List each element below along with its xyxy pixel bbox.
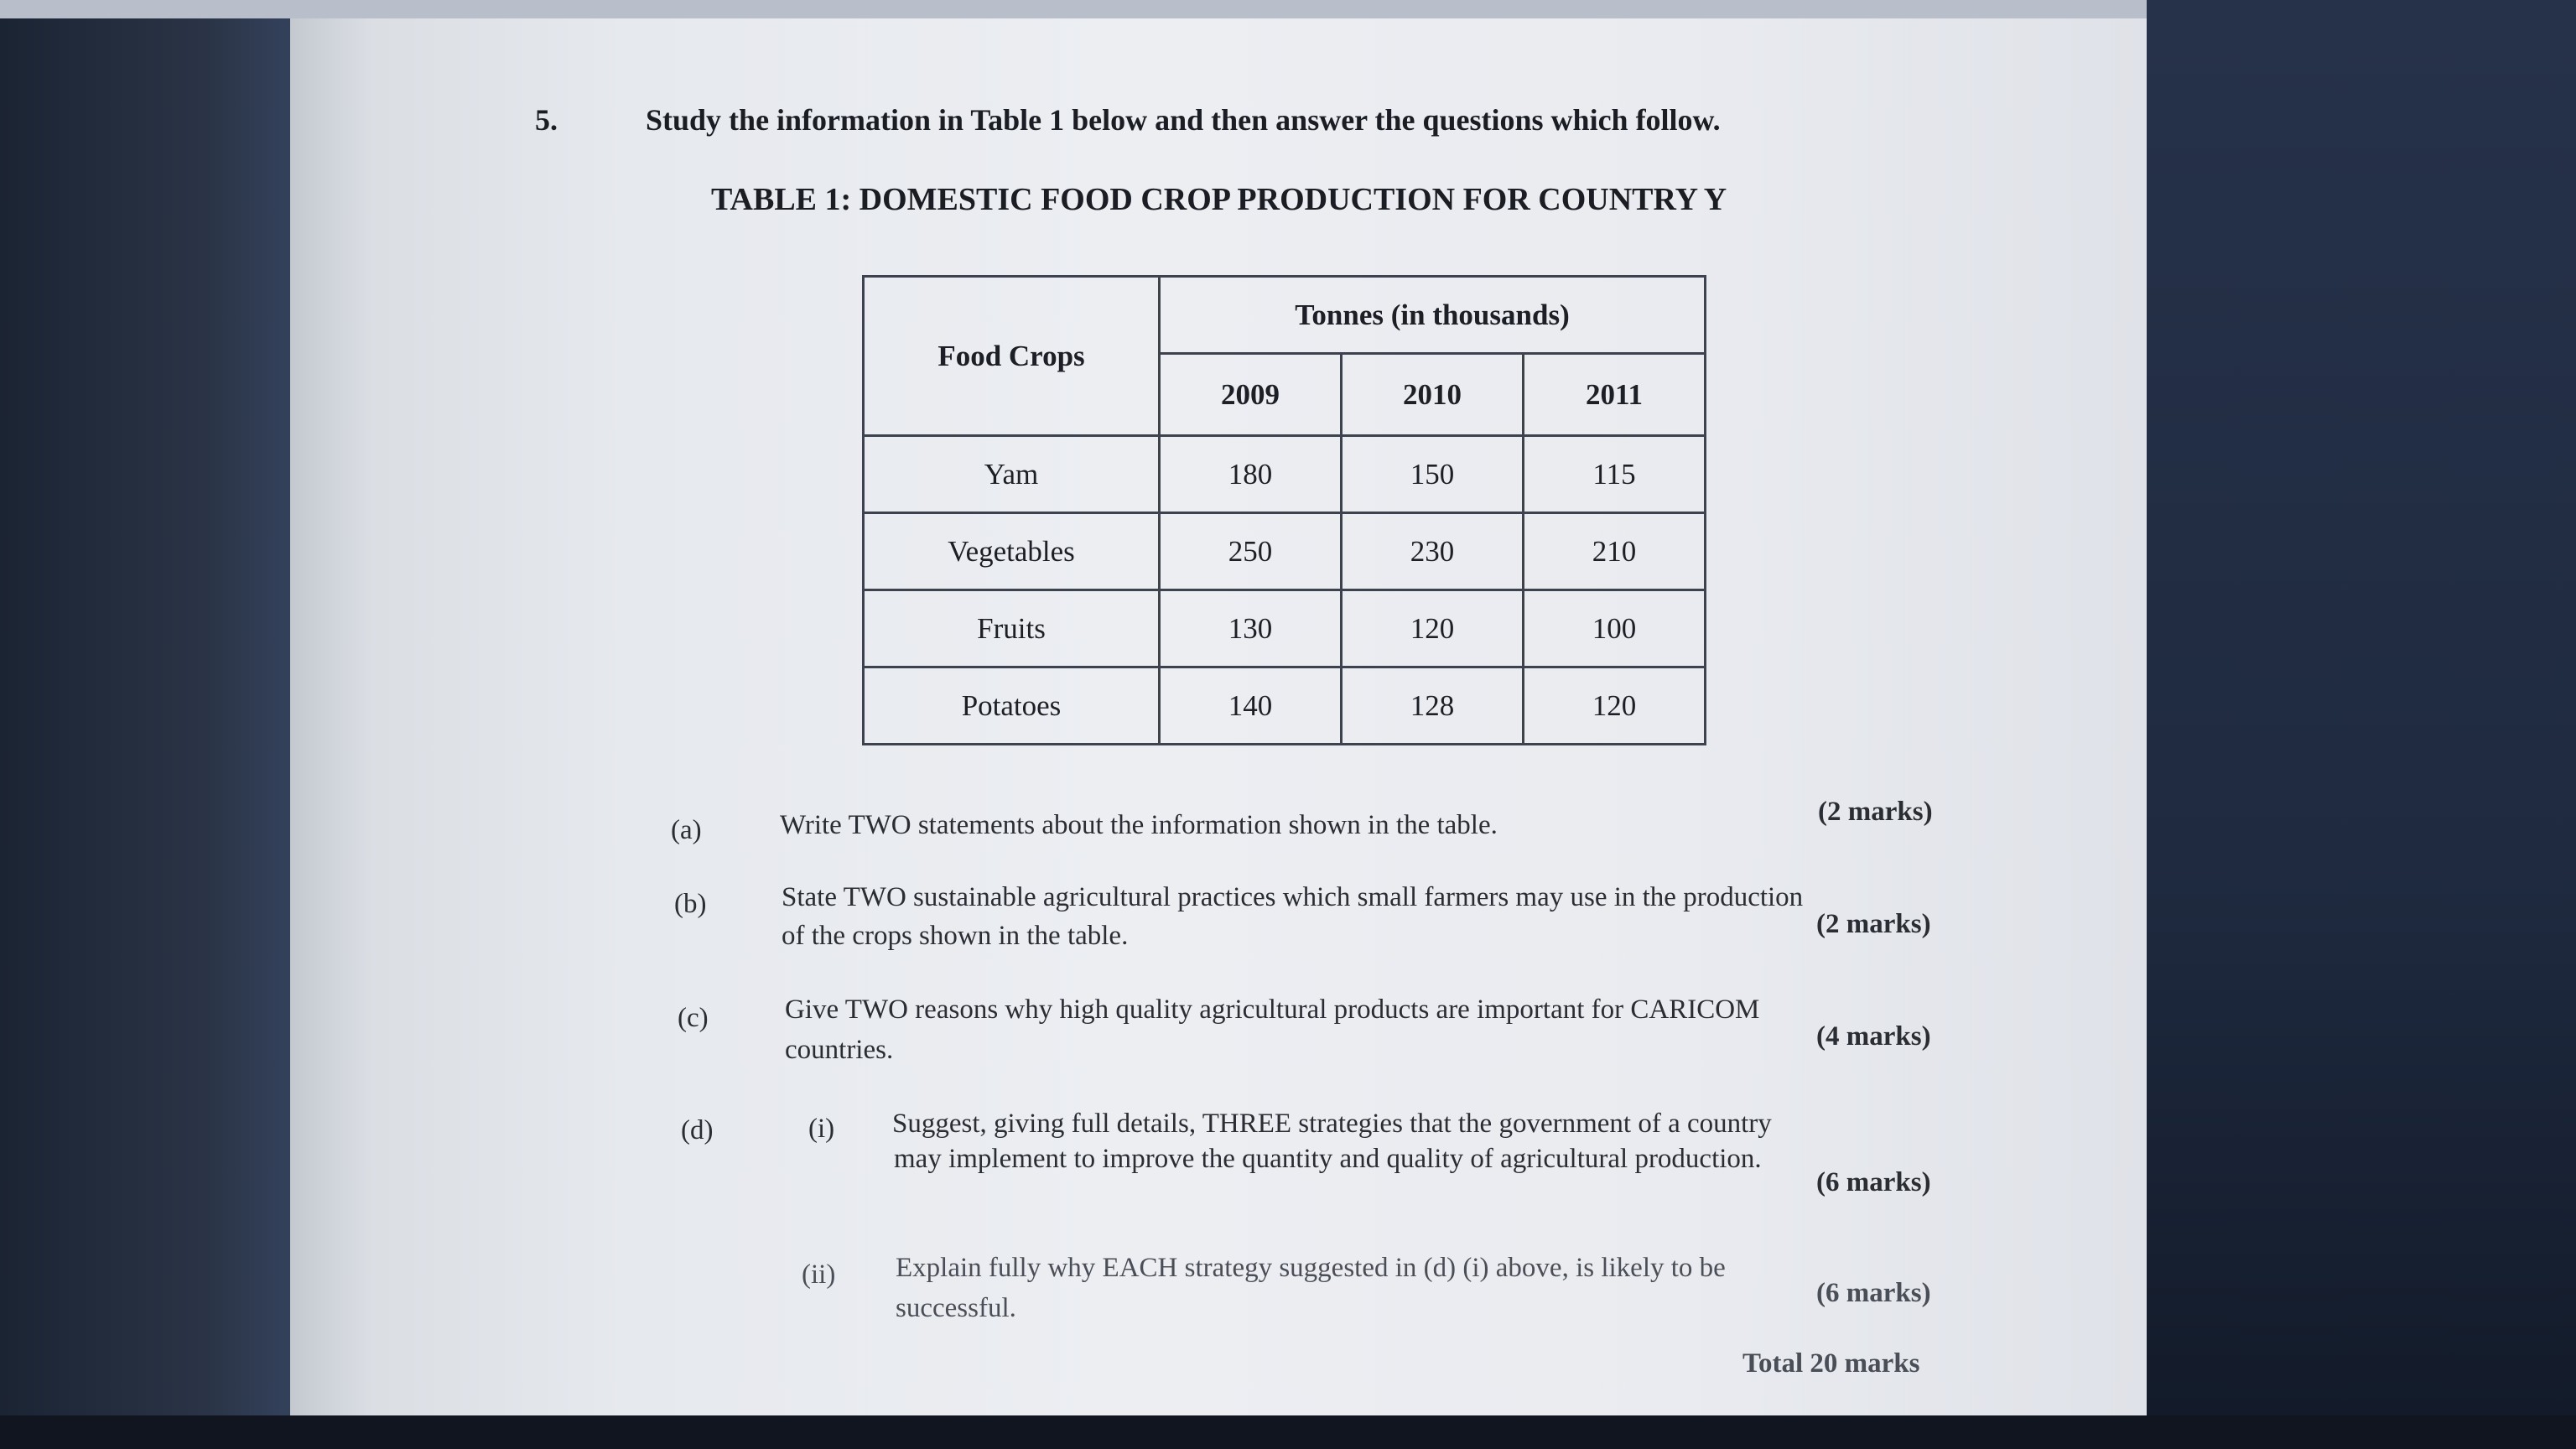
table-cell: 250: [1160, 513, 1342, 590]
question-number: 5.: [535, 103, 558, 137]
crop-name: Fruits: [864, 590, 1160, 667]
part-d-ii-label: (ii): [802, 1259, 836, 1290]
crop-name: Yam: [864, 436, 1160, 513]
part-d-label: (d): [681, 1115, 714, 1145]
part-d-i-text-line2: may implement to improve the quantity and quality of agricultural production.: [894, 1144, 1762, 1174]
part-a-marks: (2 marks): [1818, 797, 1933, 827]
part-d-i-marks: (6 marks): [1816, 1167, 1931, 1197]
table-cell: 140: [1160, 667, 1342, 745]
part-d-i-text-line1: Suggest, giving full details, THREE strategies that the government of a country: [892, 1109, 1772, 1139]
question-intro: Study the information in Table 1 below and then answer the questions which follow.: [646, 103, 1721, 137]
table-cell: 115: [1524, 436, 1706, 513]
crop-name: Potatoes: [864, 667, 1160, 745]
header-food-crops: Food Crops: [864, 277, 1160, 436]
part-a-label: (a): [671, 815, 702, 845]
part-d-ii-text-line1: Explain fully why EACH strategy suggested in (d) (i) above, is likely to be: [896, 1253, 1726, 1283]
header-tonnes: Tonnes (in thousands): [1160, 277, 1706, 354]
crop-name: Vegetables: [864, 513, 1160, 590]
part-b-label: (b): [674, 889, 707, 919]
part-c-text-line2: countries.: [785, 1035, 894, 1065]
table-cell: 230: [1342, 513, 1524, 590]
header-year: 2011: [1524, 354, 1706, 436]
part-c-label: (c): [678, 1003, 709, 1033]
part-d-ii-marks: (6 marks): [1816, 1278, 1931, 1308]
part-b-marks: (2 marks): [1816, 909, 1931, 939]
part-c-marks: (4 marks): [1816, 1021, 1931, 1052]
table-cell: 120: [1524, 667, 1706, 745]
bottom-dark-strip: [0, 1415, 2576, 1449]
table-cell: 180: [1160, 436, 1342, 513]
table-header-row: [864, 277, 1706, 354]
right-background: [2147, 0, 2576, 1449]
table-cell: 150: [1342, 436, 1524, 513]
total-marks: Total 20 marks: [1742, 1348, 1920, 1379]
part-a-text: Write TWO statements about the information shown in the table.: [780, 810, 1498, 840]
table-row: [864, 590, 1706, 667]
part-b-text-line2: of the crops shown in the table.: [782, 921, 1129, 951]
table-title: TABLE 1: DOMESTIC FOOD CROP PRODUCTION FOR COUNTRY Y: [711, 182, 1727, 217]
table-cell: 210: [1524, 513, 1706, 590]
part-c-text-line1: Give TWO reasons why high quality agricultural products are important for CARICOM: [785, 995, 1760, 1025]
table-row: [864, 667, 1706, 745]
food-crop-table: [862, 275, 1706, 745]
header-year: 2010: [1342, 354, 1524, 436]
table-cell: 120: [1342, 590, 1524, 667]
table-cell: 100: [1524, 590, 1706, 667]
part-d-i-label: (i): [808, 1114, 835, 1144]
table-cell: 128: [1342, 667, 1524, 745]
table-row: [864, 436, 1706, 513]
part-d-ii-text-line2: successful.: [896, 1293, 1016, 1323]
paper-left-shade: [290, 18, 366, 1449]
header-year: 2009: [1160, 354, 1342, 436]
table-row: [864, 513, 1706, 590]
table-cell: 130: [1160, 590, 1342, 667]
part-b-text-line1: State TWO sustainable agricultural practices which small farmers may use in the production: [782, 882, 1804, 912]
